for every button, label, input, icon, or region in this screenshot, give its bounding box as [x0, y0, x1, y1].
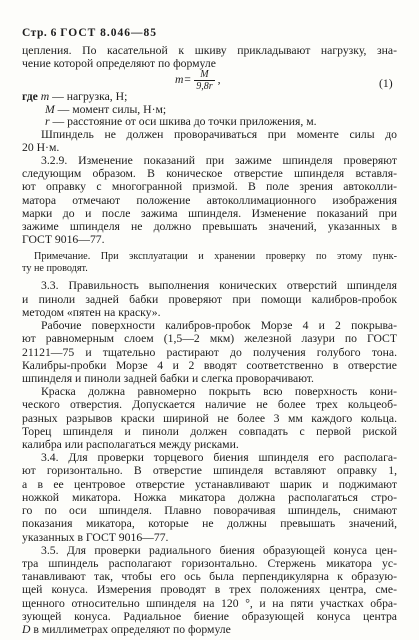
formula-1 — [175, 69, 221, 92]
text-line: танавливают так, чтобы его ось была перпендикулярна к образую- — [22, 570, 397, 584]
text-line: Калибры-пробки Морзе 4 и 2 вводят соответственно в отверстие — [22, 358, 397, 372]
legend-line: r — расстояние от оси шкива до точки приложения, м. — [45, 115, 317, 128]
text-line: показания микатора, которые не должны превышать значений, — [22, 517, 397, 531]
text-line: щей конуса. Измерения проводят в трех положениях центра, сме- — [22, 583, 397, 597]
text-line: Рабочие поверхности калибров-пробок Морзе 4 и 2 покрыва- — [41, 319, 397, 332]
text-line: шпинделя и пиноли задней бабки и слегка проворачивают. — [22, 371, 314, 385]
text-line: цепления. По касательной к шкиву прикладывают нагрузку, зна- — [22, 44, 397, 57]
text-line: Торец шпинделя и пиноли должен совпадать с первой риской — [22, 424, 397, 438]
legend-line: M — момент силы, Н·м; — [45, 102, 167, 116]
formula-lhs: m= — [175, 72, 192, 86]
text-line: зующей конуса. Радиальное биение образующей конуса центра — [22, 609, 397, 623]
text-line: ческого отверстия. Допускается наличие не более трех кольцеоб- — [22, 398, 397, 412]
formula-numerator: M — [194, 69, 214, 81]
text-line: го по оси шпинделя. Плавно поворачивая шпиндель, снимают — [22, 504, 397, 518]
text-line: и пиноли задней бабки проверяют при помощи калибров-пробок — [22, 292, 397, 306]
legend-line: где m — нагрузка, Н; — [22, 90, 128, 104]
paragraph-3-2-9: 3.2.9. Изменение показаний при зажиме шпинделя проверяют — [41, 153, 397, 167]
text-line: разных разрывов краски шириной не более 3 мм каждого кольца. — [22, 411, 397, 425]
text-line: щенного относительно шпинделя на 120 °, и на пяти участках обра- — [22, 596, 397, 610]
text-line: 20 Н·м. — [22, 140, 60, 154]
text-line: ют горизонтально. В отверстие шпинделя вставляют оправку 1, — [22, 464, 397, 478]
text-line: указанных в ГОСТ 9016—77. — [22, 530, 169, 544]
text-line: зажиме шпинделя не должно превышать значений, указанных в — [22, 219, 397, 233]
text-line: D в миллиметрах определяют по формуле — [22, 623, 231, 636]
formula-trail: , — [217, 72, 221, 86]
text-line: ГОСТ 9016—77. — [22, 233, 105, 247]
formula-denominator: 9,8r — [196, 80, 213, 92]
equation-number: (1) — [379, 77, 393, 90]
note-text: ту не проводят. — [22, 263, 88, 275]
page-header — [22, 25, 157, 41]
text-line: марки до и после зажима шпинделя. Изменение показаний при — [22, 206, 397, 220]
text-line: матора отмечают положение автоколлимационного изображения — [22, 193, 397, 207]
page-label: Стр. — [22, 27, 48, 39]
paragraph-3-3: 3.3. Правильность выполнения конических отверстий шпинделя — [41, 279, 397, 293]
text-line: Шпиндель не должен проворачиваться при моменте силы до — [41, 128, 397, 142]
text-line: а в ее центровое отверстие устанавливают шарик и поджимают — [22, 477, 397, 491]
text-line: Краска должна равномерно покрыть всю поверхность кони- — [41, 385, 397, 399]
paragraph-3-5: 3.5. Для проверки радиального биения образующей конуса цен- — [41, 543, 397, 557]
formula-fraction — [194, 69, 214, 92]
text-line: ют равномерным слоем (1,5—2 мкм) железной лазури по ГОСТ — [22, 332, 397, 346]
page-number: 6 — [50, 27, 57, 39]
text-line: ножкой микатора. Ножка микатора должна располагаться стро- — [22, 490, 397, 504]
standard-code: ГОСТ 8.046—85 — [60, 27, 158, 39]
text-line: калибра или располагаться между рисками. — [22, 438, 239, 451]
text-line: 21121—75 и тщательно растирают до получения голубого тона. — [22, 345, 397, 359]
paragraph-3-4: 3.4. Для проверки торцевого биения шпинделя его располага- — [41, 451, 397, 465]
text-line: тра шпиндель располагают горизонтально. Стержень микатора ус- — [22, 556, 397, 570]
text-line: ют оправку с многогранной призмой. В поле зрения автоколли- — [22, 180, 397, 194]
text-line: методом «пятен на краску». — [22, 305, 161, 319]
text-line: следующим образом. В коническое отверстие шпинделя вставля- — [22, 167, 397, 181]
text-line: чение которой определяют по формуле — [22, 57, 216, 71]
note-text: Примечание. При эксплуатации и хранении проверку по этому пунк- — [34, 250, 397, 262]
